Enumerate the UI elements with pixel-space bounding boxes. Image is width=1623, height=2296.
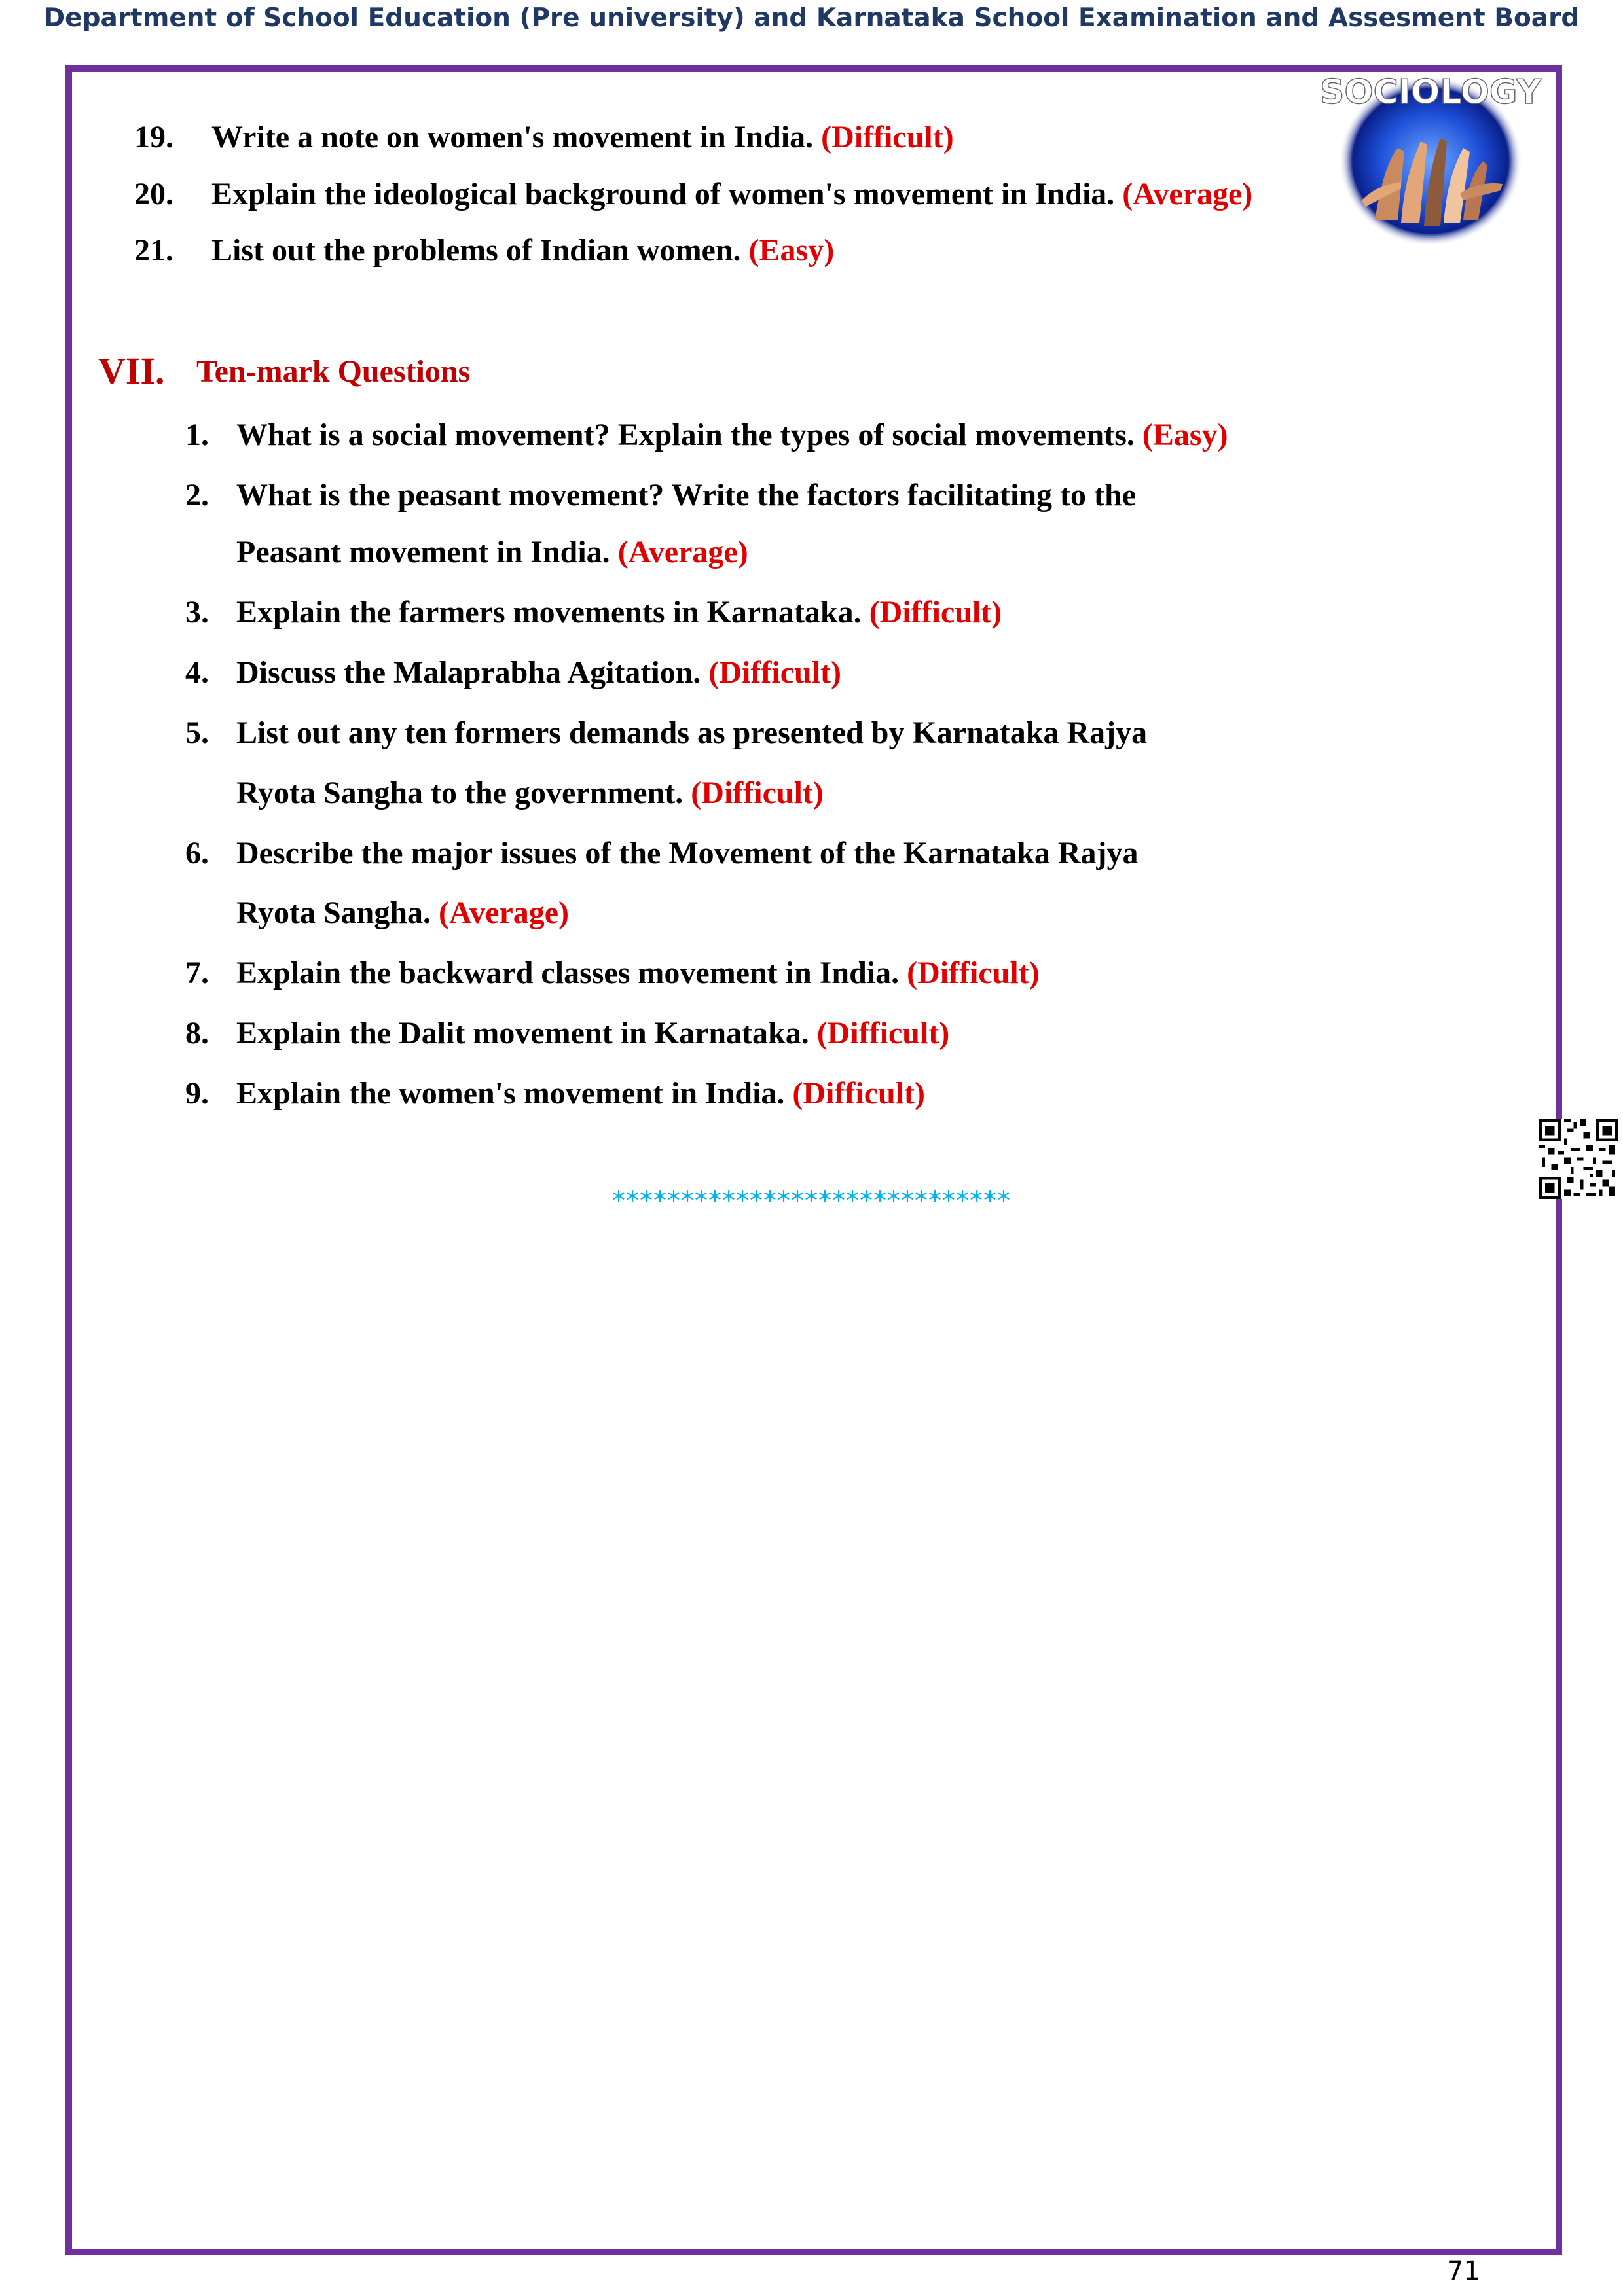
page-number: 71 [1447,2256,1480,2286]
question-text: Write a note on women's movement in India. [211,120,814,154]
logo-text: SOCIOLOGY [1319,73,1542,112]
question-number: 21. [134,233,173,268]
question-text: List out any ten formers demands as presented by Karnataka Rajya [236,715,1148,750]
question-text-continued: Peasant movement in India. [236,535,610,569]
question-text: Explain the ideological background of women's movement in India. [211,177,1115,211]
difficulty-label: (Average) [1122,177,1253,211]
question-text: What is a social movement? Explain the types of social movements. [236,418,1135,452]
question-text: Explain the Dalit movement in Karnataka. [236,1016,809,1050]
question-number: 9. [185,1076,209,1111]
question-number: 7. [185,956,209,990]
question-text: Explain the farmers movements in Karnataka. [236,595,862,630]
qr-code [1539,1119,1618,1199]
difficulty-label: (Difficult) [821,120,954,154]
section-title: Ten-mark Questions [196,354,471,389]
difficulty-label: (Difficult) [792,1076,926,1111]
question-number: 4. [185,655,209,690]
difficulty-label: (Difficult) [816,1016,950,1050]
difficulty-label: (Easy) [748,233,835,268]
question-number: 5. [185,715,209,750]
question-number: 8. [185,1016,209,1050]
section-number: VII. [98,350,165,392]
question-text: Discuss the Malaprabha Agitation. [236,655,701,690]
difficulty-label: (Easy) [1142,418,1228,452]
question-text-continued: Ryota Sangha. [236,895,431,930]
difficulty-label: (Difficult) [691,776,824,810]
question-text: Describe the major issues of the Movement of the Karnataka Rajya [236,836,1139,870]
question-number: 3. [185,595,209,630]
question-number: 19. [134,120,173,154]
question-text: Explain the backward classes movement in India. [236,956,900,990]
difficulty-label: (Average) [617,535,748,569]
question-number: 6. [185,836,209,870]
question-number: 20. [134,177,173,211]
separator-stars: ***************************** [612,1186,1011,1216]
page-header: Department of School Education (Pre university) and Karnataka School Examination and Assesment Board [43,3,1580,33]
question-number: 2. [185,478,209,512]
difficulty-label: (Difficult) [907,956,1040,990]
question-text: List out the problems of Indian women. [211,233,741,268]
question-text-continued: Ryota Sangha to the government. [236,776,684,810]
page-border [65,65,1562,2255]
difficulty-label: (Average) [439,895,570,930]
difficulty-label: (Difficult) [708,655,841,690]
question-number: 1. [185,418,209,452]
difficulty-label: (Difficult) [869,595,1002,630]
question-text: Explain the women's movement in India. [236,1076,785,1111]
question-text: What is the peasant movement? Write the factors facilitating to the [236,478,1136,512]
sociology-logo [1319,69,1542,246]
